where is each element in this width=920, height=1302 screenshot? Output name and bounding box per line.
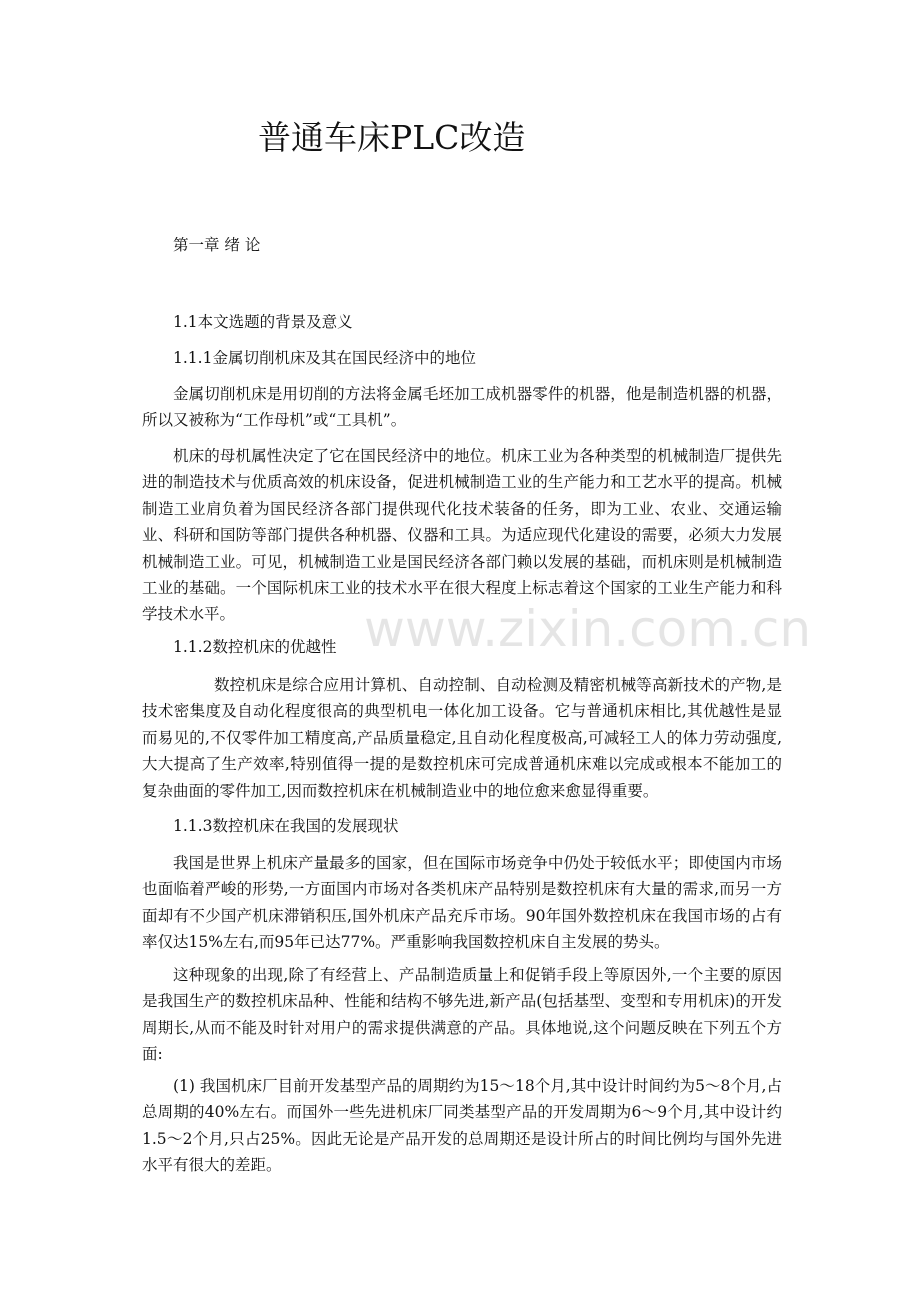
paragraph-4: 我国是世界上机床产量最多的国家，但在国际市场竞争中仍处于较低水平；即使国内市场也面临着严峻的形势,一方面国内市场对各类机床产品特别是数控机床有大量的需求,而另一方面却有不少国产机床滞销积压,国外机床产品充斥市场。90年国外数控机床在我国市场的占有率仅达15%左右,而95年已达77%。严重影响我国数控机床自主发展的势头。 bbox=[142, 854, 782, 952]
section-heading-1-1-3: 1.1.3数控机床在我国的发展现状 bbox=[173, 817, 399, 835]
paragraph-1: 金属切削机床是用切削的方法将金属毛坯加工成机器零件的机器，他是制造机器的机器，所以又被称为“工作母机”或“工具机”。 bbox=[142, 385, 782, 430]
section-heading-1-1-1: 1.1.1金属切削机床及其在国民经济中的地位 bbox=[173, 349, 476, 367]
chapter-heading: 第一章 绪 论 bbox=[173, 236, 261, 254]
section-heading-1-1-2: 1.1.2数控机床的优越性 bbox=[173, 638, 337, 656]
section-heading-1-1: 1.1本文选题的背景及意义 bbox=[173, 313, 353, 331]
watermark: www.zixin.com.cn bbox=[364, 600, 812, 658]
paragraph-2: 机床的母机属性决定了它在国民经济中的地位。机床工业为各种类型的机械制造厂提供先进的制造技术与优质高效的机床设备，促进机械制造工业的生产能力和工艺水平的提高。机械制造工业肩负着为国民经济各部门提供现代化技术装备的任务，即为工业、农业、交通运输业、科研和国防等部门提供各种机器、仪器和工具。为适应现代化建设的需要，必须大力发展机械制造工业。可见，机械制造工业是国民经济各部门赖以发展的基础，而机床则是机械制造工业的基础。一个国际机床工业的技术水平在很大程度上标志着这个国家的工业生产能力和科学技术水平。 bbox=[142, 447, 782, 624]
paragraph-6: (1) 我国机床厂目前开发基型产品的周期约为15～18个月,其中设计时间约为5～8个月,占总周期的40%左右。而国外一些先进机床厂同类基型产品的开发周期为6～9个月,其中设计约1.5～2个月,只占25%。因此无论是产品开发的总周期还是设计所占的时间比例均与国外先进水平有很大的差距。 bbox=[142, 1077, 782, 1175]
paragraph-5: 这种现象的出现,除了有经营上、产品制造质量上和促销手段上等原因外,一个主要的原因是我国生产的数控机床品种、性能和结构不够先进,新产品(包括基型、变型和专用机床)的开发周期长,从而不能及时针对用户的需求提供满意的产品。具体地说,这个问题反映在下列五个方面: bbox=[142, 966, 782, 1064]
paragraph-3: 数控机床是综合应用计算机、自动控制、自动检测及精密机械等高新技术的产物,是技术密集度及自动化程度很高的典型机电一体化加工设备。它与普通机床相比,其优越性是显而易见的,不仅零件加工精度高,产品质量稳定,且自动化程度极高,可减轻工人的体力劳动强度,大大提高了生产效率,特别值得一提的是数控机床可完成普通机床难以完成或根本不能加工的复杂曲面的零件加工,因而数控机床在机械制造业中的地位愈来愈显得重要。 bbox=[142, 676, 782, 800]
document-title: 普通车床PLC改造 bbox=[258, 118, 526, 157]
